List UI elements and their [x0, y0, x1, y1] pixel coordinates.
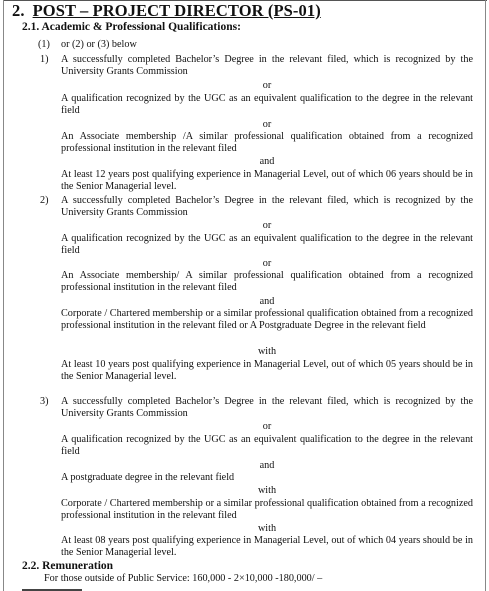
option-3-connector-or: or [262, 421, 272, 432]
section-heading [12, 1, 321, 21]
option-2-bachelors: A successfully completed Bachelor’s Degree in the relevant filed, which is recognized by the University Grants Commission [61, 195, 473, 219]
cropped-next-line [22, 586, 142, 591]
option-3-bachelors: A successfully completed Bachelor’s Degree in the relevant filed, which is recognized by the University Grants Commission [61, 396, 473, 420]
option-3-experience: At least 08 years post qualifying experience in Managerial Level, out of which 04 years should be in the Senior Managerial level. [61, 535, 473, 559]
option-3-connector-with-2: with [257, 523, 277, 534]
option-3-connector-with: with [257, 485, 277, 496]
option-2-number: 2) [40, 195, 49, 206]
option-1-connector-and: and [259, 156, 275, 167]
option-2-connector-with: with [257, 346, 277, 357]
option-1-ugc-equivalent: A qualification recognized by the UGC as an equivalent qualification to the degree in the relevant field [61, 93, 473, 117]
option-1-bachelors: A successfully completed Bachelor’s Degree in the relevant filed, which is recognized by the University Grants Commission [61, 54, 473, 78]
remuneration-text: For those outside of Public Service: 160,000 - 2×10,000 -180,000/ – [44, 573, 323, 584]
option-3-ugc-equivalent: A qualification recognized by the UGC as an equivalent qualification to the degree in the relevant field [61, 434, 473, 458]
option-2-experience: At least 10 years post qualifying experience in Managerial Level, out of which 05 years should be in the Senior Managerial level. [61, 359, 473, 383]
option-3-postgraduate: A postgraduate degree in the relevant field [61, 472, 235, 483]
option-1-number: 1) [40, 54, 49, 65]
option-3-number: 3) [40, 396, 49, 407]
qualifications-heading: 2.1. Academic & Professional Qualifications: [22, 21, 241, 33]
option-2-ugc-equivalent: A qualification recognized by the UGC as an equivalent qualification to the degree in the relevant field [61, 233, 473, 257]
remuneration-heading: 2.2. Remuneration [22, 560, 114, 572]
option-2-associate-membership: An Associate membership/ A similar professional qualification obtained from a recognized professional institution in the relevant filed [61, 270, 473, 294]
section-title: POST – PROJECT DIRECTOR (PS-01) [32, 1, 321, 20]
option-3-connector-and: and [259, 460, 275, 471]
page-border-right [485, 0, 486, 591]
intro-text: or (2) or (3) below [61, 39, 137, 50]
page-border-left [3, 0, 4, 591]
option-2-corporate-membership: Corporate / Chartered membership or a similar professional qualification obtained from a recognized professional institution in the relevant filed or A Postgraduate Degree in the relevant field [61, 308, 473, 332]
option-3-corporate-membership: Corporate / Chartered membership or a similar professional qualification obtained from a recognized professional institution in the relevant filed [61, 498, 473, 522]
option-1-connector-or: or [262, 80, 272, 91]
intro-number: (1) [38, 39, 50, 50]
option-2-connector-or: or [262, 220, 272, 231]
section-number: 2. [12, 1, 25, 20]
option-2-connector-and: and [259, 296, 275, 307]
option-1-associate-membership: An Associate membership /A similar professional qualification obtained from a recognized professional institution in the relevant filed [61, 131, 473, 155]
option-1-experience: At least 12 years post qualifying experience in Managerial Level, out of which 06 years should be in the Senior Managerial level. [61, 169, 473, 193]
option-2-connector-or-2: or [262, 258, 272, 269]
option-1-connector-or-2: or [262, 119, 272, 130]
